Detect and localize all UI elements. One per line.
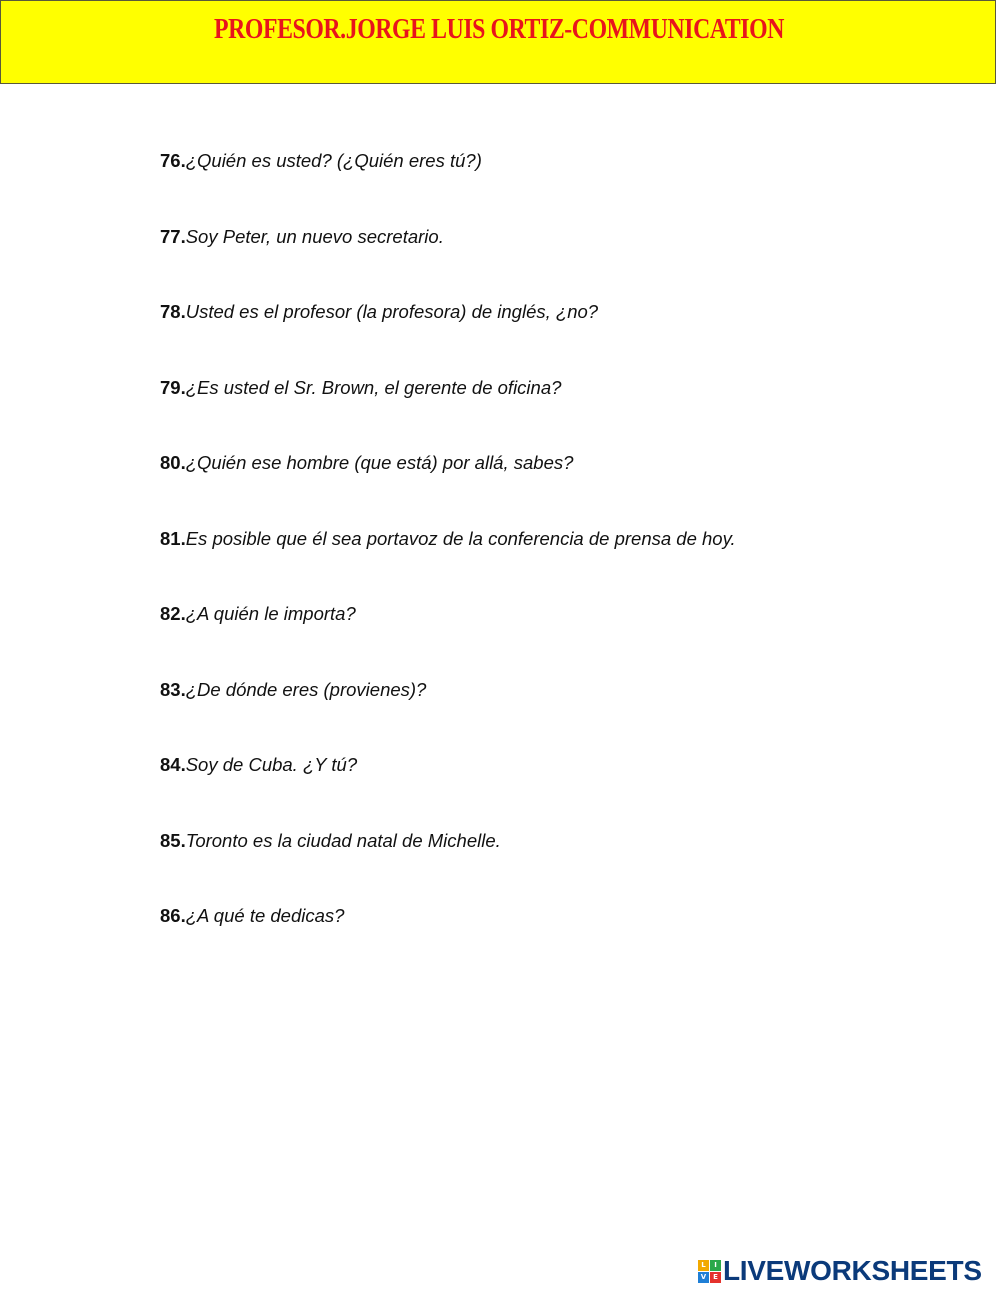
header-banner [0, 0, 996, 84]
sentence-text: ¿A quién le importa? [185, 603, 356, 624]
sentence-number: 77. [160, 226, 186, 247]
sentence-text: ¿Quién es usted? (¿Quién eres tú?) [185, 150, 482, 171]
logo-block: E [710, 1272, 721, 1283]
sentence-number: 79. [160, 377, 186, 398]
liveworksheets-logo [698, 1256, 982, 1286]
sentence-text: Soy de Cuba. ¿Y tú? [185, 754, 358, 775]
sentence-text: ¿Quién ese hombre (que está) por allá, sabes? [185, 452, 574, 473]
sentence-item [160, 150, 482, 172]
sentence-text: ¿Es usted el Sr. Brown, el gerente de oficina? [185, 377, 562, 398]
sentence-text: Toronto es la ciudad natal de Michelle. [185, 830, 501, 851]
sentence-item [160, 528, 736, 550]
sentence-text: Usted es el profesor (la profesora) de inglés, ¿no? [185, 301, 599, 322]
sentence-item [160, 377, 561, 399]
logo-text: LIVEWORKSHEETS [723, 1255, 982, 1286]
page-title: PROFESOR.JORGE LUIS ORTIZ-COMMUNICATION [213, 13, 785, 45]
logo-block: V [698, 1272, 709, 1283]
sentence-text: ¿A qué te dedicas? [185, 905, 345, 926]
sentence-number: 82. [160, 603, 186, 624]
sentence-number: 80. [160, 452, 186, 473]
sentence-item [160, 754, 357, 776]
logo-block: I [710, 1260, 721, 1271]
sentence-number: 81. [160, 528, 186, 549]
sentence-item [160, 679, 426, 701]
sentence-item [160, 830, 501, 852]
sentence-item [160, 452, 573, 474]
sentence-number: 84. [160, 754, 186, 775]
sentence-text: Es posible que él sea portavoz de la conferencia de prensa de hoy. [185, 528, 736, 549]
sentence-item [160, 603, 356, 625]
sentence-number: 85. [160, 830, 186, 851]
sentence-item [160, 905, 344, 927]
sentence-text: Soy Peter, un nuevo secretario. [185, 226, 444, 247]
sentence-number: 86. [160, 905, 186, 926]
sentence-number: 78. [160, 301, 186, 322]
sentence-number: 76. [160, 150, 186, 171]
sentence-number: 83. [160, 679, 186, 700]
logo-block: L [698, 1260, 709, 1271]
sentence-item [160, 226, 444, 248]
logo-blocks-icon [698, 1260, 721, 1283]
sentence-text: ¿De dónde eres (provienes)? [185, 679, 427, 700]
sentence-item [160, 301, 598, 323]
